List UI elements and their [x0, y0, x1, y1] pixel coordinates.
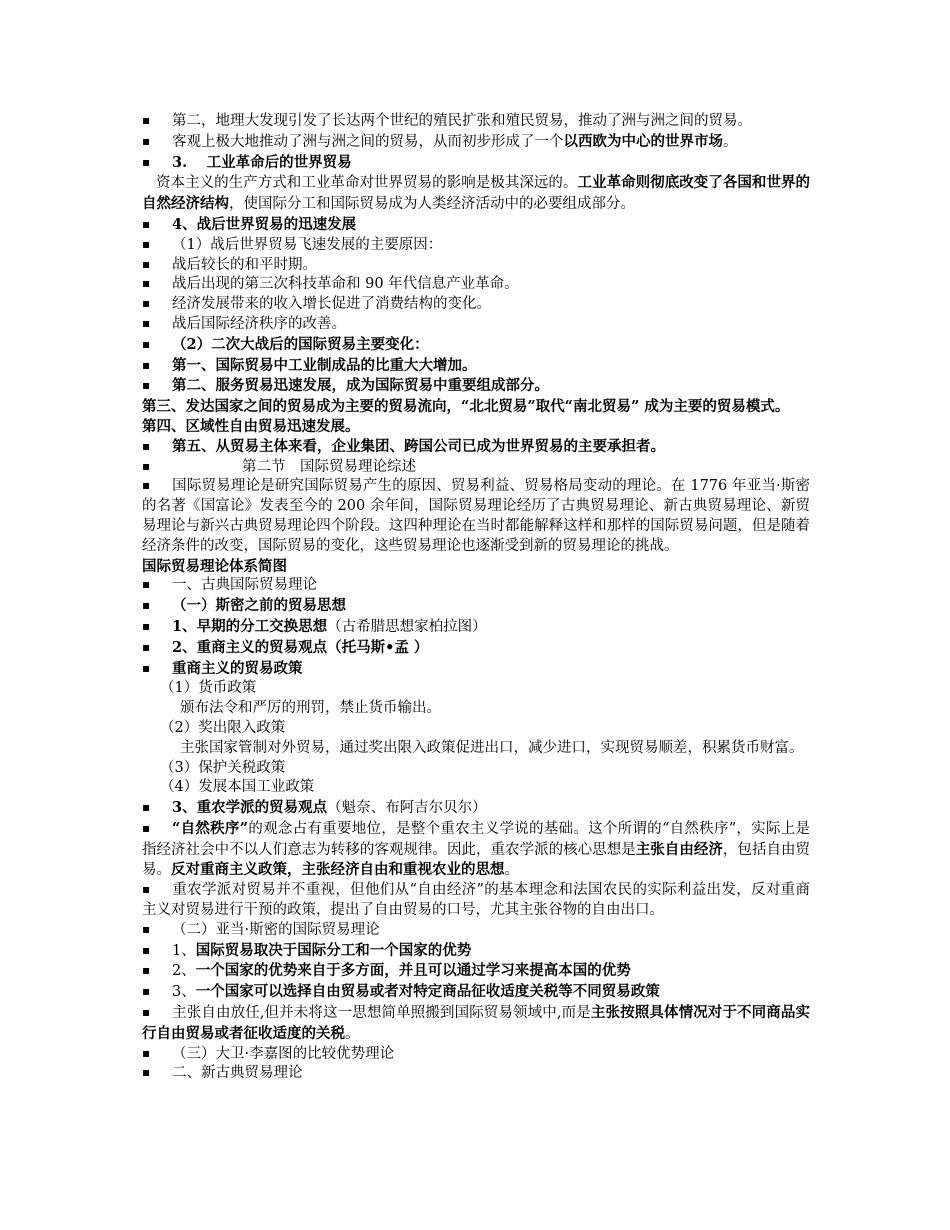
list-item: （4）发展本国工业政策 [160, 779, 315, 796]
list-item: ▪3、重农学派的贸易观点（魁奈、布阿吉尔贝尔） [142, 798, 810, 819]
list-item: ▪战后国际经济秩序的改善。 [142, 315, 810, 335]
bullet-icon [142, 638, 172, 659]
paragraph: 颁布法令和严厉的刑罚，禁止货币输出。 [180, 700, 441, 717]
bullet-icon [142, 1064, 172, 1084]
bullet-icon [142, 1004, 172, 1024]
bullet-icon [142, 315, 172, 335]
bullet-icon [142, 799, 172, 819]
list-item: ▪1、早期的分工交换思想（古希腊思想家柏拉图） [142, 617, 810, 638]
bullet-icon [142, 659, 172, 680]
paragraph: ▪主张自由放任,但并未将这一思想简单照搬到国际贸易领域中,而是主张按照具体情况对于不同商品实行自由贸易或者征收适度的关税。 [142, 1003, 810, 1045]
list-item: ▪第五、从贸易主体来看，企业集团、跨国公司已成为世界贸易的主要承担者。 [142, 437, 810, 458]
document-body [142, 112, 810, 1084]
bullet-icon [142, 881, 172, 901]
subheading: 国际贸易理论体系简图 [142, 557, 287, 575]
bullet-icon [142, 356, 172, 377]
bullet-icon [142, 962, 172, 982]
bullet-icon [142, 1045, 172, 1065]
list-item: ▪客观上极大地推动了洲与洲之间的贸易，从而初步形成了一个以西欧为中心的世界市场。 [142, 132, 810, 153]
list-item: ▪3、一个国家可以选择自由贸易或者对特定商品征收适度关税等不同贸易政策 [142, 982, 810, 1003]
bullet-icon [142, 820, 172, 840]
list-item: ▪（二）亚当·斯密的国际贸易理论 [142, 921, 810, 941]
list-item: （2）奖出限入政策 [160, 719, 286, 736]
bullet-icon [142, 437, 172, 458]
list-item: ▪2、重商主义的贸易观点（托马斯•孟 ） [142, 638, 810, 659]
list-item: ▪（2）二次大战后的国际贸易主要变化： [142, 335, 810, 356]
list-item: ▪战后出现的第三次科技革命和 90 年代信息产业革命。 [142, 275, 810, 295]
bullet-icon [142, 335, 172, 356]
list-item: ▪2、一个国家的优势来自于多方面，并且可以通过学习来提高本国的优势 [142, 961, 810, 982]
section-heading: ▪3. 工业革命后的世界贸易 [142, 153, 810, 174]
bullet-icon [142, 618, 172, 638]
paragraph: ▪重农学派对贸易并不重视，但他们从“自由经济”的基本理念和法国农民的实际利益出发，反对重商主义对贸易进行干预的政策，提出了自由贸易的口号，尤其主张谷物的自由出口。 [142, 881, 810, 921]
list-item: ▪第二、服务贸易迅速发展，成为国际贸易中重要组成部分。 [142, 376, 810, 397]
bullet-icon [142, 921, 172, 941]
bullet-icon [142, 112, 172, 132]
list-item: ▪（一）斯密之前的贸易思想 [142, 596, 810, 617]
bullet-icon [142, 133, 172, 153]
bullet-icon [142, 477, 172, 497]
bullet-icon [142, 153, 172, 174]
list-item: ▪经济发展带来的收入增长促进了消费结构的变化。 [142, 295, 810, 315]
list-item: （3）保护关税政策 [160, 759, 286, 776]
bullet-icon [142, 576, 172, 596]
bullet-icon [142, 942, 172, 962]
list-item: ▪战后较长的和平时期。 [142, 256, 810, 276]
paragraph: ▪国际贸易理论是研究国际贸易产生的原因、贸易利益、贸易格局变动的理论。在 1776 年亚当·斯密的名著《国富论》发表至今的 200 余年间，国际贸易理论经历了古典贸易理论、新古典贸易理论、新贸易理论与新兴古典贸易理论四个阶段。这四种理论在当时都能解释这样和那样的国际贸易问题，但是随着经济条件的改变，国际贸易的变化，这些贸易理论也逐渐受到新的贸易理论的挑战。 [142, 477, 810, 556]
paragraph: 资本主义的生产方式和工业革命对世界贸易的影响是极其深远的。工业革命则彻底改变了各国和世界的自然经济结构，使国际分工和国际贸易成为人类经济活动中的必要组成部分。 [142, 174, 811, 213]
list-item: （1）货币政策 [160, 680, 257, 697]
bullet-icon [142, 295, 172, 315]
paragraph: 第三、发达国家之间的贸易成为主要的贸易流向，“北北贸易”取代“南北贸易” 成为主要的贸易模式。 [142, 398, 790, 416]
list-item: ▪（1）战后世界贸易飞速发展的主要原因： [142, 236, 810, 256]
paragraph: 第四、区域性自由贸易迅速发展。 [142, 417, 360, 435]
bullet-icon [142, 376, 172, 397]
list-item: ▪（三）大卫·李嘉图的比较优势理论 [142, 1045, 810, 1065]
bullet-icon [142, 983, 172, 1003]
bullet-icon [142, 275, 172, 295]
list-item: ▪第一、国际贸易中工业制成品的比重大大增加。 [142, 356, 810, 377]
section-title: ▪第二节 国际贸易理论综述 [142, 458, 810, 478]
list-item: ▪重商主义的贸易政策 [142, 659, 810, 680]
list-item: ▪第二，地理大发现引发了长达两个世纪的殖民扩张和殖民贸易，推动了洲与洲之间的贸易。 [142, 112, 810, 132]
list-item: ▪1、国际贸易取决于国际分工和一个国家的优势 [142, 941, 810, 962]
bullet-icon [142, 596, 172, 617]
list-item: ▪一、古典国际贸易理论 [142, 576, 810, 596]
paragraph: ▪“自然秩序”的观念占有重要地位，是整个重农主义学说的基础。这个所谓的“自然秩序”，实际上是指经济社会中不以人们意志为转移的客观规律。因此，重农学派的核心思想是主张自由经济，包括自由贸易。反对重商主义政策，主张经济自由和重视农业的思想。 [142, 819, 810, 881]
paragraph: 主张国家管制对外贸易，通过奖出限入政策促进出口，减少进口，实现贸易顺差，积累货币财富。 [180, 739, 804, 756]
bullet-icon [142, 256, 172, 276]
bullet-icon [142, 236, 172, 256]
list-item: ▪二、新古典贸易理论 [142, 1064, 810, 1084]
section-heading: ▪4、战后世界贸易的迅速发展 [142, 215, 810, 236]
bullet-icon [142, 458, 172, 478]
bullet-icon [142, 215, 172, 236]
